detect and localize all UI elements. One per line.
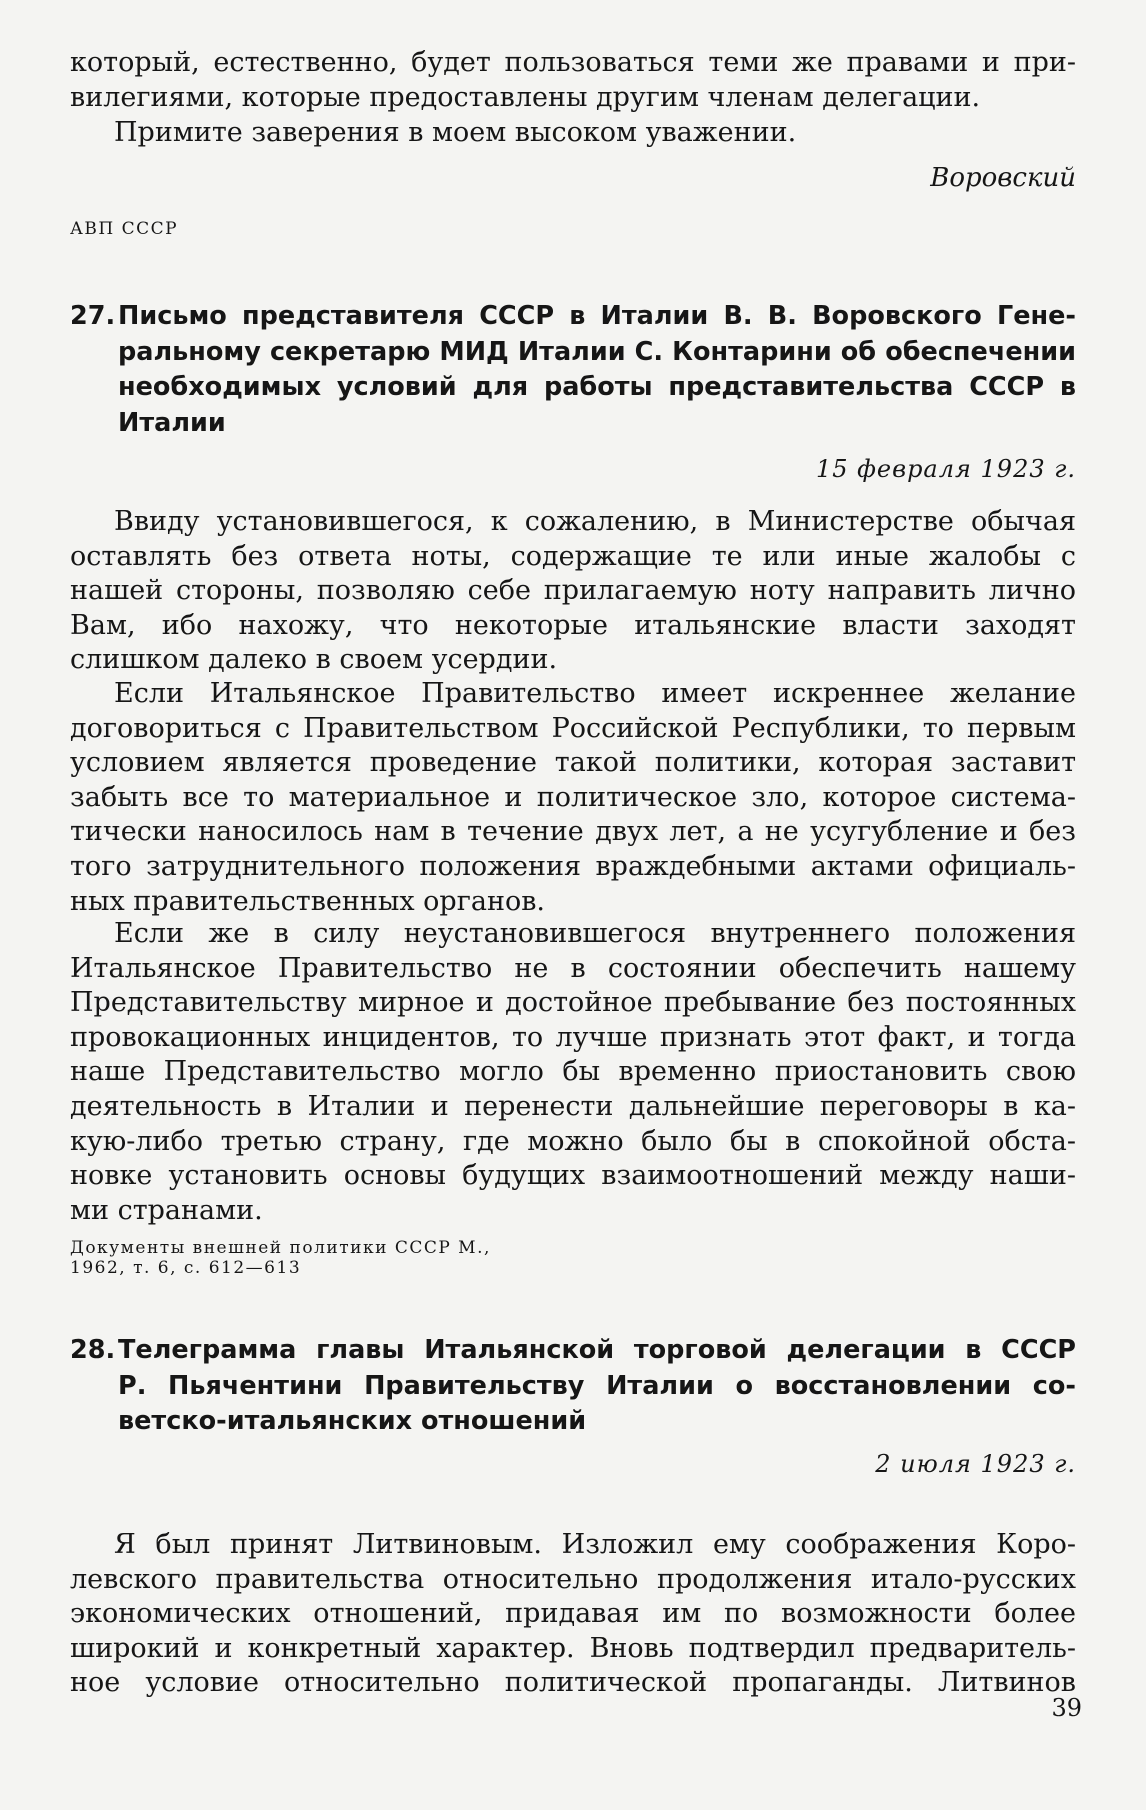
doc27-paragraph-2 [70,677,1076,919]
heading-line: Телеграмма главы Итальянской торговой делегации в СССР [118,1335,1076,1365]
heading-line: необходимых условий для работы представительства СССР в [118,372,1076,402]
heading-line: Письмо представителя СССР в Италии В. В. Воровского Гене- [118,301,1076,331]
text-line: провокационных инцидентов, то лучше признать этот факт, и тогда [70,1021,1076,1053]
text-line: левского правительства относительно продолжения итало-русских [70,1563,1076,1595]
text-line: тически наносилось нам в течение двух лет, а не усугубление и без [70,816,1076,848]
heading-line: Италии [118,407,226,438]
closing-paragraph [70,116,1076,151]
doc27-paragraph-1 [70,505,1076,678]
heading-line: ральному секретарю МИД Италии С. Контарини об обеспечении [118,336,1076,367]
text-line: наше Представительство могло бы временно приостановить свою [70,1056,1076,1088]
text-line: ное условие относительно политической пропаганды. Литвинов [70,1667,1076,1699]
signature: Воровский [930,163,1076,193]
text-line: Представительству мирное и достойное пребывание без постоянных [70,987,1076,1019]
doc27-date: 15 февраля 1923 г. [815,455,1076,483]
page-number: 39 [1051,1694,1082,1722]
closing-line: Примите заверения в моем высоком уважении. [114,117,797,148]
text-line: Вам, ибо нахожу, что некоторые итальянские власти заходят [70,609,1076,641]
doc27-heading [70,299,1076,441]
source-line: Документы внешней политики СССР М., [70,1238,491,1258]
text-line: новке установить основы будущих взаимоотношений между наши- [70,1160,1076,1192]
doc28-paragraph [70,1528,1076,1701]
text-line: слишком далеко в своем усердии. [70,644,558,676]
text-line: кую-либо третью страну, где можно было бы в спокойной обста- [70,1125,1076,1157]
text-line: деятельность в Италии и перенести дальнейшие переговоры в ка- [70,1090,1076,1122]
doc27-number: 27. [70,301,116,331]
source-note: АВП СССР [70,219,179,239]
doc28-number: 28. [70,1335,116,1365]
doc27-paragraph-3 [70,917,1076,1228]
text-line: Ввиду установившегося, к сожалению, в Министерстве обычая [114,506,1076,537]
text-line: договориться с Правительством Российской Республики, то первым [70,712,1076,744]
text-line: забыть все то материальное и политическое зло, которое система- [70,781,1076,813]
text-line: Итальянское Правительство не в состоянии обеспечить нашему [70,952,1076,984]
text-line: Если Итальянское Правительство имеет искреннее желание [114,678,1076,709]
text-line: Я был принят Литвиновым. Изложил ему соображения Коро- [114,1529,1076,1560]
text-line: нашей стороны, позволяю себе прилагаемую ноту направить лично [70,575,1076,607]
text-line: ми странами. [70,1194,263,1226]
text-line: того затруднительного положения враждебными актами официаль- [70,850,1076,882]
source-line: 1962, т. 6, с. 612—613 [70,1258,302,1278]
text-line: ных правительственных органов. [70,885,545,917]
doc28-heading [70,1333,1076,1440]
text-line: широкий и конкретный характер. Вновь подтвердил предваритель- [70,1632,1076,1664]
text-line: экономических отношений, придавая им по возможности более [70,1598,1076,1630]
text-line: вилегиями, которые предоставлены другим членам делегации. [70,81,981,113]
text-line: который, естественно, будет пользоваться теми же правами и при- [70,47,1076,78]
heading-line: Р. Пьячентини Правительству Италии о восстановлении со- [118,1370,1076,1401]
heading-line: ветско-итальянских отношений [118,1406,587,1436]
text-line: условием является проведение такой политики, которая заставит [70,747,1076,779]
doc28-date: 2 июля 1923 г. [875,1450,1076,1478]
doc27-source [70,1238,491,1278]
text-line: Если же в силу неустановившегося внутреннего положения [114,918,1076,949]
continuation-paragraph [70,46,1076,115]
text-line: оставлять без ответа ноты, содержащие те или иные жалобы с [70,540,1076,572]
